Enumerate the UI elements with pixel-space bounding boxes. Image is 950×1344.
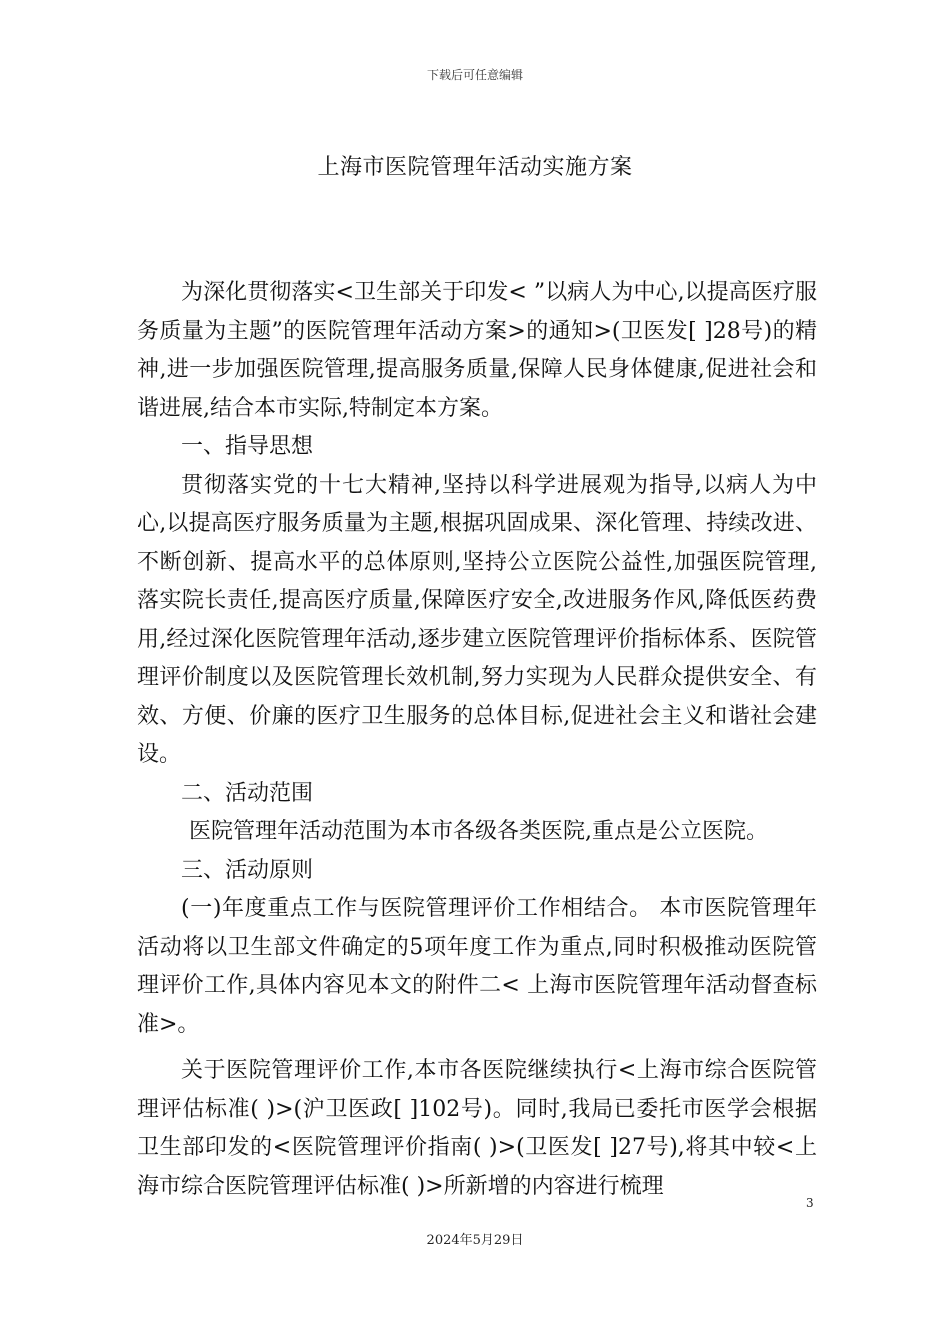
document-title: 上海市医院管理年活动实施方案 bbox=[317, 155, 633, 180]
footer-date: 2024年5月29日 bbox=[426, 1233, 524, 1248]
document-body bbox=[137, 274, 817, 1206]
section-heading-principles: 三、活动原则 bbox=[181, 857, 314, 883]
paragraph-evaluation: 关于医院管理评价工作,本市各医院继续执行<上海市综合医院管理评估标准( )>(沪卫医政[ ]102号)。同时,我局已委托市医学会根据卫生部印发的<医院管理评价指南( )>(卫医发[ ]27号),将其中较<上海市综合医院管理评估标准( )>所新增的内容进行梳理 bbox=[137, 1058, 817, 1199]
header-note: 下载后可任意编辑 bbox=[426, 68, 523, 82]
paragraph-intro: 为深化贯彻落实<卫生部关于印发< ”以病人为中心,以提高医疗服务质量为主题”的医院管理年活动方案>的通知>(卫医发[ ]28号)的精神,进一步加强医院管理,提高服务质量,保障人民身体健康,促进社会和谐进展,结合本市实际,特制定本方案。 bbox=[137, 280, 817, 421]
page-number: 3 bbox=[806, 1196, 814, 1210]
paragraph-principle-one: (一)年度重点工作与医院管理评价工作相结合。 本市医院管理年活动将以卫生部文件确定的5项年度工作为重点,同时积极推动医院管理评价工作,具体内容见本文的附件二< 上海市医院管理年活动督查标准>。 bbox=[137, 896, 817, 1037]
paragraph-scope: 医院管理年活动范围为本市各级各类医院,重点是公立医院。 bbox=[189, 819, 768, 844]
section-heading-guiding-ideology: 一、指导思想 bbox=[181, 434, 314, 459]
paragraph-guiding-ideology: 贯彻落实党的十七大精神,坚持以科学进展观为指导,以病人为中心,以提高医疗服务质量为主题,根据巩固成果、深化管理、持续改进、不断创新、提高水平的总体原则,坚持公立医院公益性,加强医院管理,落实院长责任,提高医疗质量,保障医疗安全,改进服务作风,降低医药费用,经过深化医院管理年活动,逐步建立医院管理评价指标体系、医院管理评价制度以及医院管理长效机制,努力实现为人民群众提供安全、有效、方便、价廉的医疗卫生服务的总体目标,促进社会主义和谐社会建设。 bbox=[137, 472, 817, 767]
section-heading-scope: 二、活动范围 bbox=[181, 780, 314, 806]
